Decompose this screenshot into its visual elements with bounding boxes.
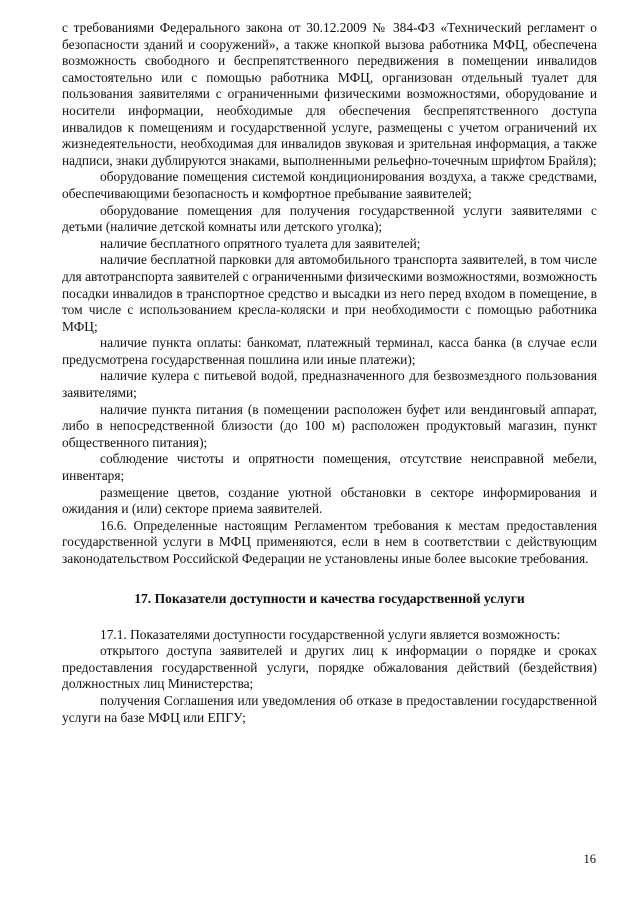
paragraph-air-conditioning: оборудование помещения системой кондиционирования воздуха, а также средствами, обеспечивающими безопасность и комфортное пребывание заявителей; [62, 169, 597, 201]
paragraph-free-parking: наличие бесплатной парковки для автомобильного транспорта заявителей, в том числе для автотранспорта заявителей с ограниченными физическими возможностями, возможность посадки инвалидов в транспортное средство и высадки из него перед входом в помещение, в том числе с использованием кресла-коляски и при необходимости с помощью работника МФЦ; [62, 252, 597, 334]
paragraph-food-point: наличие пункта питания (в помещении расположен буфет или вендинговый аппарат, либо в непосредственной близости (до 100 м) расположен продуктовый магазин, пункт общественного питания); [62, 401, 597, 450]
paragraph-16-6: 16.6. Определенные настоящим Регламентом требования к местам предоставления государственной услуги в МФЦ применяются, если в нем в соответствии с действующим законодательством Российской Федерации не установлены иные более высокие требования. [62, 517, 597, 566]
document-page [62, 20, 597, 726]
section-heading-17: 17. Показатели доступности и качества государственной услуги [134, 590, 525, 606]
paragraph-water-cooler: наличие кулера с питьевой водой, предназначенного для безвозмездного пользования заявителями; [62, 368, 597, 401]
paragraph-payment-point: наличие пункта оплаты: банкомат, платежный терминал, касса банка (в случае если предусмотрена государственная пошлина или иные платежи); [62, 335, 597, 367]
page-number: 16 [583, 852, 596, 866]
paragraph-agreement-receipt: получения Соглашения или уведомления об отказе в предоставлении государственной услуги на базе МФЦ или ЕПГУ; [62, 692, 597, 725]
paragraph-flowers-comfort: размещение цветов, создание уютной обстановки в секторе информирования и ожидания и (или) секторе приема заявителей. [62, 484, 597, 517]
paragraph-cleanliness: соблюдение чистоты и опрятности помещения, отсутствие неисправной мебели, инвентаря; [62, 451, 597, 484]
paragraph-children-room: оборудование помещения для получения государственной услуги заявителями с детьми (наличие детской комнаты или детского уголка); [62, 202, 597, 235]
paragraph-17-1: 17.1. Показателями доступности государственной услуги является возможность: [100, 626, 561, 642]
paragraph-open-access: открытого доступа заявителей и других лиц к информации о порядке и сроках предоставления государственной услуги, порядке обжалования действий (бездействия) должностных лиц Министерства; [62, 643, 597, 692]
paragraph-accessibility-equipment: с требованиями Федерального закона от 30.12.2009 № 384-ФЗ «Технический регламент о безопасности зданий и сооружений», а также кнопкой вызова работника МФЦ, обеспечена возможность свободного и беспрепятственного передвижения в помещении инвалидов самостоятельно или с помощью работника МФЦ, организован отдельный туалет для пользования заявителями с ограниченными физическими возможностями, оборудование и носители информации, необходимые для обеспечения беспрепятственного доступа инвалидов к помещениям и государственной услуге, размещены с учетом ограничений их жизнедеятельности, необходимая для инвалидов звуковая и зрительная информация, а также надписи, знаки дублируются знаками, выполненными рельефно-точечным шрифтом Брайля); [62, 20, 597, 168]
paragraph-free-toilet: наличие бесплатного опрятного туалета для заявителей; [100, 235, 421, 251]
